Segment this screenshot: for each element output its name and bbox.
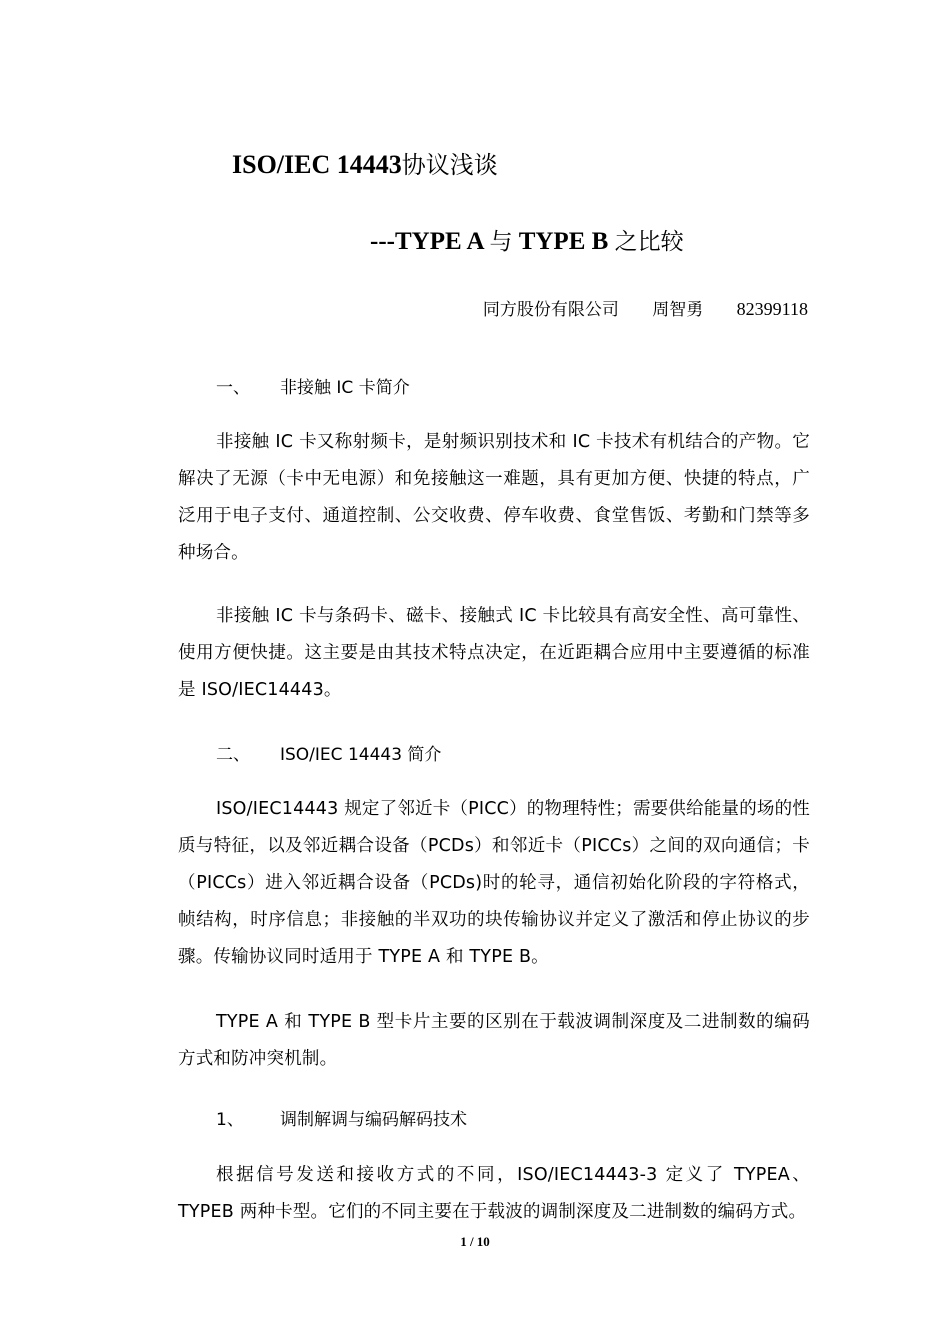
title-latin: ISO/IEC 14443 xyxy=(232,150,402,179)
author-line xyxy=(483,295,808,320)
page-indicator: 1 / 10 xyxy=(460,1234,490,1249)
author-name: 周智勇 xyxy=(652,300,704,320)
author-phone: 82399118 xyxy=(736,299,808,319)
section-title: ISO/IEC 14443 简介 xyxy=(280,745,442,765)
section-number: 1、 xyxy=(216,1110,244,1130)
author-company: 同方股份有限公司 xyxy=(482,300,619,320)
paragraph-3: ISO/IEC14443 规定了邻近卡（PICC）的物理特性；需要供给能量的场的性质与特征，以及邻近耦合设备（PCDs）和邻近卡（PICCs）之间的双向通信；卡（PICCs）进入邻近耦合设备（PCDs)时的轮寻，通信初始化阶段的字符格式，帧结构，时序信息；非接触的半双功的块传输协议并定义了激活和停止协议的步骤。传输协议同时适用于 TYPE A 和 TYPE B。 xyxy=(178,799,810,967)
document-title xyxy=(232,145,498,180)
subtitle-suffix: 之比较 xyxy=(614,229,684,255)
document-subtitle xyxy=(370,223,684,256)
section-heading-1 xyxy=(216,373,410,398)
title-cjk: 协议浅谈 xyxy=(401,151,498,179)
subtitle-mid: 与 xyxy=(489,229,513,255)
paragraph-5: 根据信号发送和接收方式的不同，ISO/IEC14443-3 定义了 TYPEA、TYPEB 两种卡型。它们的不同主要在于载波的调制深度及二进制数的编码方式。 xyxy=(178,1165,810,1222)
subtitle-prefix: ---TYPE A xyxy=(370,228,484,255)
paragraph-4: TYPE A 和 TYPE B 型卡片主要的区别在于载波调制深度及二进制数的编码方式和防冲突机制。 xyxy=(178,1012,810,1069)
section-heading-2 xyxy=(216,740,441,765)
subtitle-type-b: TYPE B xyxy=(518,228,609,255)
section-number: 二、 xyxy=(216,745,250,765)
section-title: 非接触 IC 卡简介 xyxy=(280,378,410,398)
section-title: 调制解调与编码解码技术 xyxy=(280,1110,467,1130)
paragraph-1: 非接触 IC 卡又称射频卡，是射频识别技术和 IC 卡技术有机结合的产物。它解决了无源（卡中无电源）和免接触这一难题，具有更加方便、快捷的特点，广泛用于电子支付、通道控制、公交收费、停车收费、食堂售饭、考勤和门禁等多种场合。 xyxy=(178,432,810,563)
section-heading-3 xyxy=(216,1105,467,1130)
section-number: 一、 xyxy=(216,378,250,398)
paragraph-2: 非接触 IC 卡与条码卡、磁卡、接触式 IC 卡比较具有高安全性、高可靠性、使用方便快捷。这主要是由其技术特点决定，在近距耦合应用中主要遵循的标准是 ISO/IEC14443。 xyxy=(178,606,810,700)
